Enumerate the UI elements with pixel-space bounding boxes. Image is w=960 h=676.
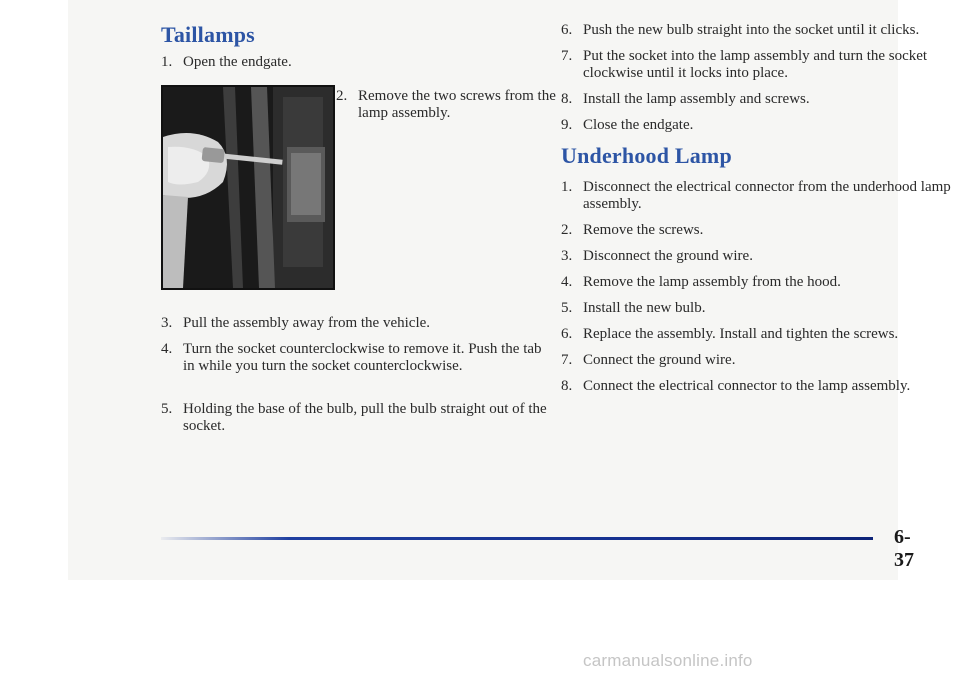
step-number: 5. (561, 300, 573, 316)
step-text: Connect the ground wire. (583, 352, 736, 368)
page-number: 6-37 (894, 526, 914, 571)
step-text: Remove the screws. (583, 222, 704, 238)
step-text: Holding the base of the bulb, pull the bulb straight out of the socket. (183, 401, 547, 434)
step-number: 1. (561, 179, 573, 195)
step-text: Pull the assembly away from the vehicle. (183, 315, 431, 331)
footer-rule (161, 537, 873, 540)
step-text: Push the new bulb straight into the socket until it clicks. (583, 22, 920, 38)
step-number: 4. (161, 341, 173, 357)
taillamps-step-3 (161, 315, 553, 332)
step-text: Close the endgate. (583, 117, 694, 133)
taillamp-removal-photo (161, 85, 335, 290)
step-number: 2. (561, 222, 573, 238)
step-text: Remove the two screws from the lamp assembly. (358, 88, 556, 121)
underhood-step-7 (561, 352, 951, 369)
taillamps-step-7 (561, 48, 951, 82)
step-text: Put the socket into the lamp assembly and turn the socket clockwise until it locks into place. (583, 48, 928, 81)
step-number: 3. (161, 315, 173, 331)
step-number: 7. (561, 352, 573, 368)
underhood-step-5 (561, 300, 951, 317)
step-text: Disconnect the electrical connector from the underhood lamp assembly. (583, 179, 951, 212)
underhood-step-2 (561, 222, 951, 239)
underhood-step-1 (561, 179, 951, 213)
taillamps-step-1 (161, 54, 543, 71)
step-number: 7. (561, 48, 573, 64)
step-number: 6. (561, 22, 573, 38)
step-number: 8. (561, 378, 573, 394)
step-text: Replace the assembly. Install and tighten the screws. (583, 326, 899, 342)
step-number: 1. (161, 54, 173, 70)
step-number: 5. (161, 401, 173, 417)
step-number: 3. (561, 248, 573, 264)
taillamps-step-4 (161, 341, 553, 375)
taillamps-step-5 (161, 401, 553, 435)
step-text: Connect the electrical connector to the lamp assembly. (583, 378, 911, 394)
step-text: Install the lamp assembly and screws. (583, 91, 810, 107)
underhood-step-8 (561, 378, 951, 395)
underhood-step-6 (561, 326, 951, 343)
underhood-step-3 (561, 248, 951, 265)
step-text: Disconnect the ground wire. (583, 248, 753, 264)
step-text: Turn the socket counterclockwise to remove it. Push the tab in while you turn the socket counterclockwise. (183, 341, 542, 374)
step-text: Remove the lamp assembly from the hood. (583, 274, 841, 290)
section-title-taillamps: Taillamps (161, 22, 255, 47)
right-column (561, 22, 951, 404)
step-text: Open the endgate. (183, 54, 292, 70)
taillamps-step-9 (561, 117, 951, 134)
step-number: 4. (561, 274, 573, 290)
taillamps-step-2 (336, 88, 558, 122)
section-title-underhood-lamp: Underhood Lamp (561, 143, 732, 168)
taillamps-step-6 (561, 22, 951, 39)
taillamps-step-8 (561, 91, 951, 108)
step-text: Install the new bulb. (583, 300, 706, 316)
underhood-step-4 (561, 274, 951, 291)
step-number: 9. (561, 117, 573, 133)
manual-page (68, 0, 951, 580)
step-number: 2. (336, 88, 348, 104)
step-number: 6. (561, 326, 573, 342)
step-number: 8. (561, 91, 573, 107)
watermark-link[interactable]: carmanualsonline.info (583, 651, 753, 670)
